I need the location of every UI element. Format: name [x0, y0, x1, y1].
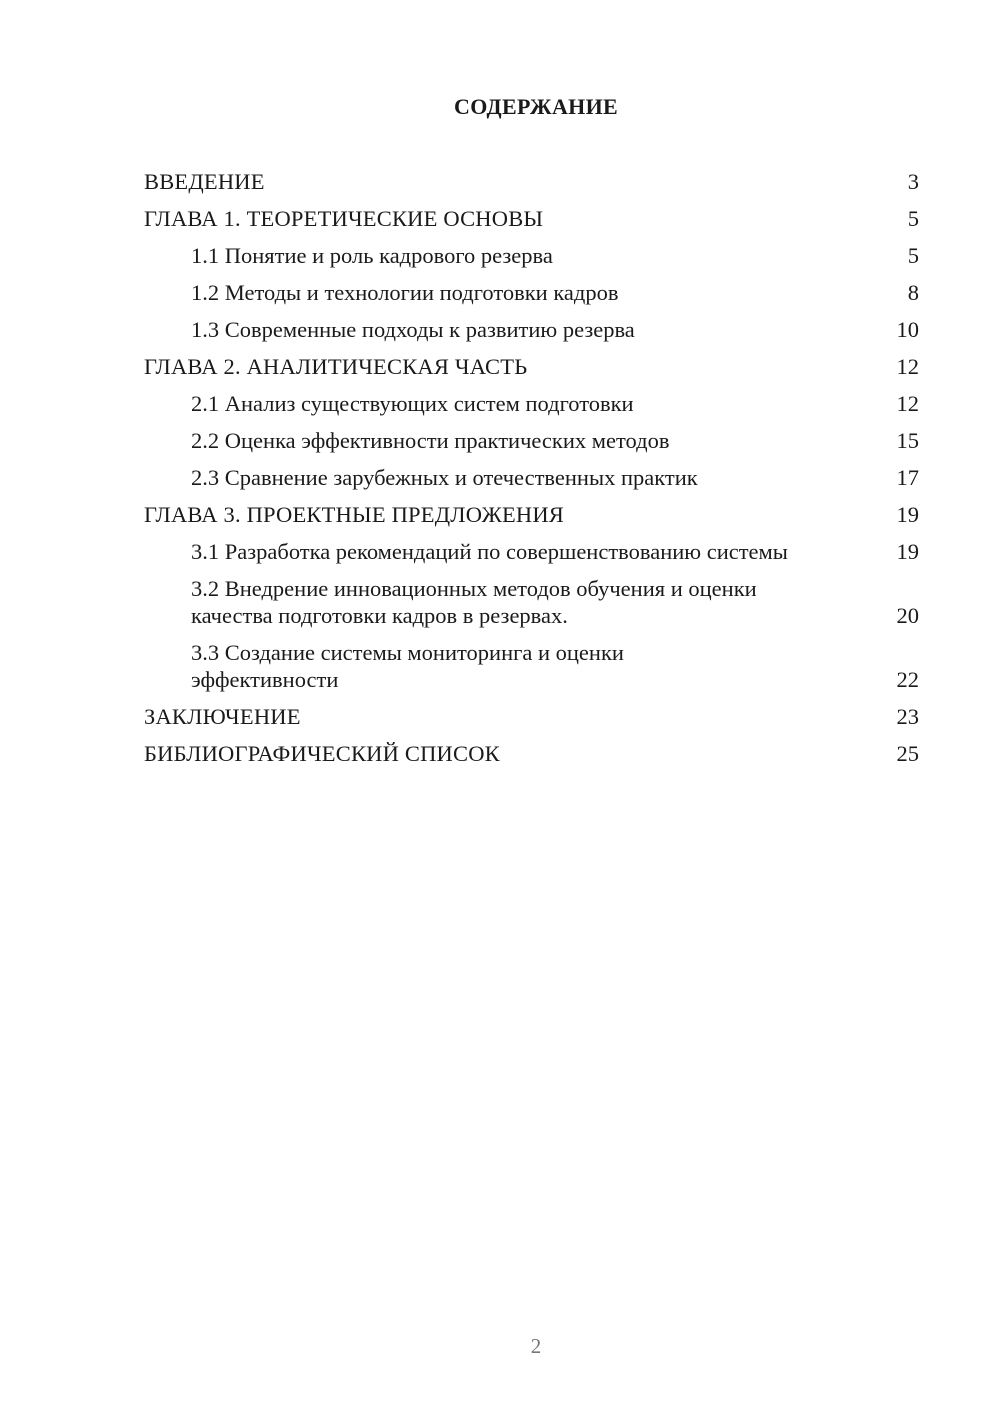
toc-entry-page: 23 [896, 704, 919, 729]
toc-entry-page: 22 [896, 667, 919, 692]
toc-entry-label: 3.3 Создание системы мониторинга и оценки эффективности [191, 640, 624, 692]
toc-entry-introduction [144, 168, 919, 195]
table-of-contents [144, 168, 919, 777]
toc-entry-page: 12 [896, 354, 919, 379]
toc-entry-label: 1.1 Понятие и роль кадрового резерва [191, 243, 553, 268]
toc-entry-chapter-2 [144, 353, 919, 380]
toc-entry-section-1-1 [144, 242, 919, 269]
page-number: 2 [530, 1334, 542, 1358]
toc-entry-page: 10 [896, 317, 919, 342]
toc-entry-label: 1.2 Методы и технологии подготовки кадров [191, 280, 619, 305]
toc-entry-page: 12 [896, 391, 919, 416]
toc-entry-bibliography [144, 740, 919, 767]
toc-entry-section-2-1 [144, 390, 919, 417]
toc-entry-page: 17 [896, 465, 919, 490]
toc-entry-page: 25 [896, 741, 919, 766]
toc-entry-page: 19 [896, 502, 919, 527]
toc-entry-label: ВВЕДЕНИЕ [144, 169, 265, 194]
toc-entry-section-3-2 [144, 575, 919, 629]
toc-entry-conclusion [144, 703, 919, 730]
toc-entry-label: 1.3 Современные подходы к развитию резерва [191, 317, 635, 342]
toc-entry-section-3-1 [144, 538, 919, 565]
toc-entry-section-2-3 [144, 464, 919, 491]
toc-entry-page: 3 [907, 169, 919, 194]
toc-entry-chapter-3 [144, 501, 919, 528]
toc-entry-label: ЗАКЛЮЧЕНИЕ [144, 704, 301, 729]
toc-entry-label: 2.1 Анализ существующих систем подготовки [191, 391, 634, 416]
toc-entry-page: 19 [896, 539, 919, 564]
toc-entry-label: ГЛАВА 1. ТЕОРЕТИЧЕСКИЕ ОСНОВЫ [144, 206, 544, 231]
toc-entry-section-2-2 [144, 427, 919, 454]
toc-entry-page: 15 [896, 428, 919, 453]
toc-entry-page: 20 [896, 603, 919, 628]
toc-entry-page: 5 [907, 206, 919, 231]
toc-entry-label: 2.2 Оценка эффективности практических методов [191, 428, 670, 453]
toc-entry-section-1-3 [144, 316, 919, 343]
toc-entry-section-3-3 [144, 639, 919, 693]
toc-entry-label: ГЛАВА 2. АНАЛИТИЧЕСКАЯ ЧАСТЬ [144, 354, 528, 379]
toc-entry-label: ГЛАВА 3. ПРОЕКТНЫЕ ПРЕДЛОЖЕНИЯ [144, 502, 565, 527]
toc-entry-page: 8 [907, 280, 919, 305]
page-title: СОДЕРЖАНИЕ [454, 94, 618, 119]
toc-entry-section-1-2 [144, 279, 919, 306]
toc-entry-label: 3.1 Разработка рекомендаций по совершенствованию системы [191, 539, 788, 564]
toc-entry-chapter-1 [144, 205, 919, 232]
toc-entry-label: БИБЛИОГРАФИЧЕСКИЙ СПИСОК [144, 741, 500, 766]
toc-entry-label: 2.3 Сравнение зарубежных и отечественных практик [191, 465, 698, 490]
toc-entry-page: 5 [907, 243, 919, 268]
toc-entry-label: 3.2 Внедрение инновационных методов обучения и оценки качества подготовки кадров в резервах. [191, 576, 757, 628]
